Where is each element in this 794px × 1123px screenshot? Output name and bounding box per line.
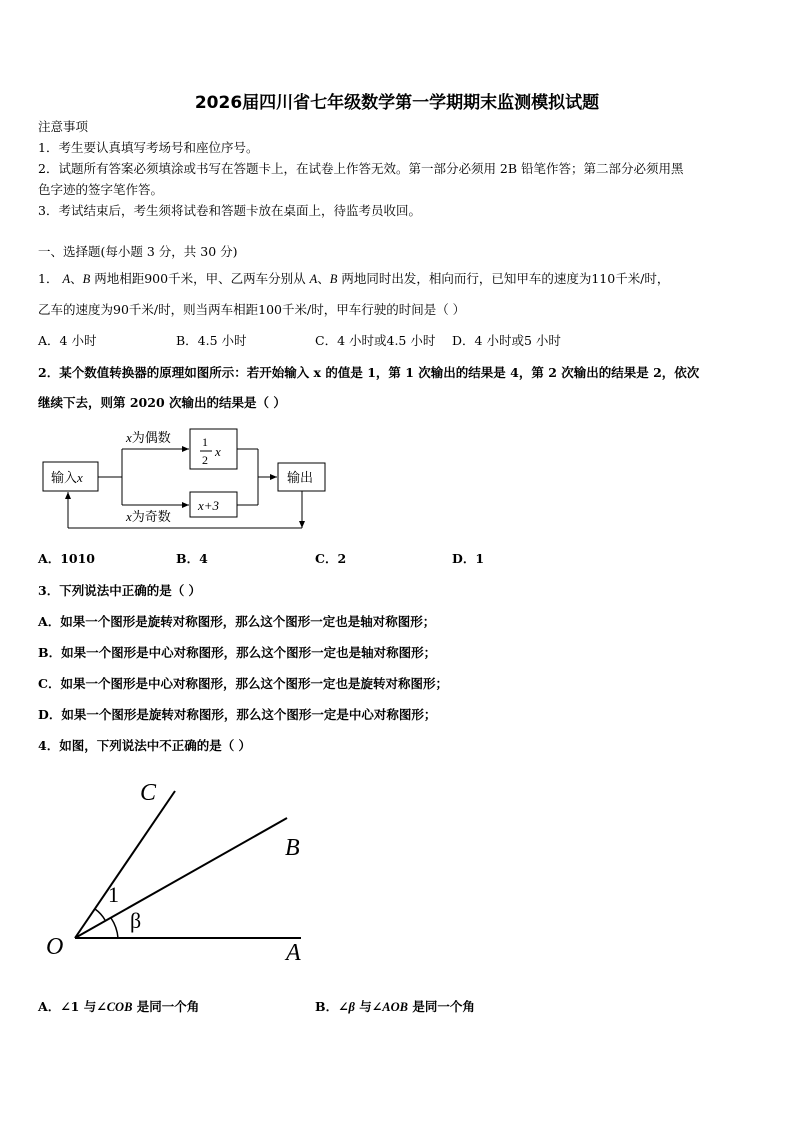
half-numerator: 1: [202, 435, 208, 449]
q2-option-d[interactable]: D．1: [452, 551, 485, 566]
output-label: 输出: [287, 470, 314, 485]
point-b-label: B: [329, 272, 338, 286]
odd-label: x为奇数: [126, 509, 171, 524]
half-box: [190, 429, 237, 469]
label-angle-1: 1: [108, 882, 119, 907]
label-o: O: [46, 934, 64, 960]
q1-option-a[interactable]: A．4 小时: [38, 333, 97, 348]
q4-option-a-text: 是同一个角: [132, 999, 200, 1014]
notice-item-1: 1．考生要认真填写考场号和座位序号。: [38, 140, 259, 155]
half-variable: x: [215, 444, 221, 459]
question-text: 两地相距900千米，甲、乙两车分别从: [94, 271, 306, 286]
q4-option-b-text: 是同一个角: [407, 999, 475, 1014]
question-2-line-2: 继续下去，则第 2020 次输出的结果是（ ）: [38, 395, 286, 410]
q2-option-a[interactable]: A．1010: [38, 551, 95, 566]
label-a: A: [286, 940, 301, 966]
q4-option-a-text: A．∠1 与∠: [38, 999, 107, 1014]
exam-title: 2026届四川省七年级数学第一学期期末监测模拟试题: [194, 93, 600, 113]
question-3-stem: 3．下列说法中正确的是（ ）: [38, 583, 202, 598]
plus-three-label: x+3: [198, 498, 220, 513]
q4-option-a[interactable]: [38, 999, 199, 1015]
separator: 、: [70, 271, 83, 286]
input-label: 输入x: [51, 470, 83, 485]
label-b: B: [285, 835, 300, 861]
q3-option-a[interactable]: A．如果一个图形是旋转对称图形，那么这个图形一定也是轴对称图形；: [38, 614, 436, 629]
q1-option-b[interactable]: B．4.5 小时: [176, 333, 247, 348]
separator: 、: [317, 271, 330, 286]
point-a-label: A: [309, 272, 318, 286]
notice-heading: 注意事项: [38, 119, 89, 134]
q1-option-d[interactable]: D．4 小时或5 小时: [452, 333, 561, 348]
q4-option-b[interactable]: [315, 999, 475, 1015]
half-denominator: 2: [202, 453, 208, 467]
label-c: C: [140, 780, 157, 806]
notice-item-3: 3．考试结束后，考生须将试卷和答题卡放在桌面上，待监考员收回。: [38, 203, 421, 218]
even-label: x为偶数: [126, 430, 171, 445]
q3-option-b[interactable]: B．如果一个图形是中心对称图形，那么这个图形一定也是轴对称图形；: [38, 645, 437, 660]
question-2-line-1: 2．某个数值转换器的原理如图所示：若开始输入 x 的值是 1，第 1 次输出的结果是 4，第 2 次输出的结果是 2，依次: [38, 365, 700, 380]
label-angle-beta: β: [130, 908, 142, 933]
q3-option-d[interactable]: D．如果一个图形是旋转对称图形，那么这个图形一定是中心对称图形；: [38, 707, 437, 722]
q4-option-b-text: 与∠: [354, 999, 383, 1014]
question-4-stem: 4．如图，下列说法中不正确的是（ ）: [38, 738, 252, 753]
point-a-label: A: [62, 272, 71, 286]
question-number: 1．: [38, 271, 59, 286]
section-heading: 一、选择题(每小题 3 分，共 30 分): [38, 244, 238, 259]
notice-item-2-cont: 色字迹的签字笔作答。: [38, 182, 164, 197]
q1-option-c[interactable]: C．4 小时或4.5 小时: [315, 333, 436, 348]
question-1-line-2: 乙车的速度为90千米/时，则当两车相距100千米/时，甲车行驶的时间是（ ）: [38, 302, 466, 317]
q2-option-b[interactable]: B．4: [176, 551, 208, 566]
angle-name: AOB: [382, 1000, 408, 1014]
q2-option-c[interactable]: C．2: [315, 551, 347, 566]
beta-symbol: β: [348, 1000, 355, 1014]
q3-option-c[interactable]: C．如果一个图形是中心对称图形，那么这个图形一定也是旋转对称图形；: [38, 676, 448, 691]
point-b-label: B: [82, 272, 91, 286]
angle-name: COB: [106, 1000, 133, 1014]
q4-option-b-text: B．∠: [315, 999, 349, 1014]
notice-item-2: 2．试题所有答案必须填涂或书写在答题卡上，在试卷上作答无效。第一部分必须用 2B 铅笔作答；第二部分必须用黑: [38, 161, 684, 176]
question-text: 两地同时出发，相向而行，已知甲车的速度为110千米/时，: [341, 271, 670, 286]
